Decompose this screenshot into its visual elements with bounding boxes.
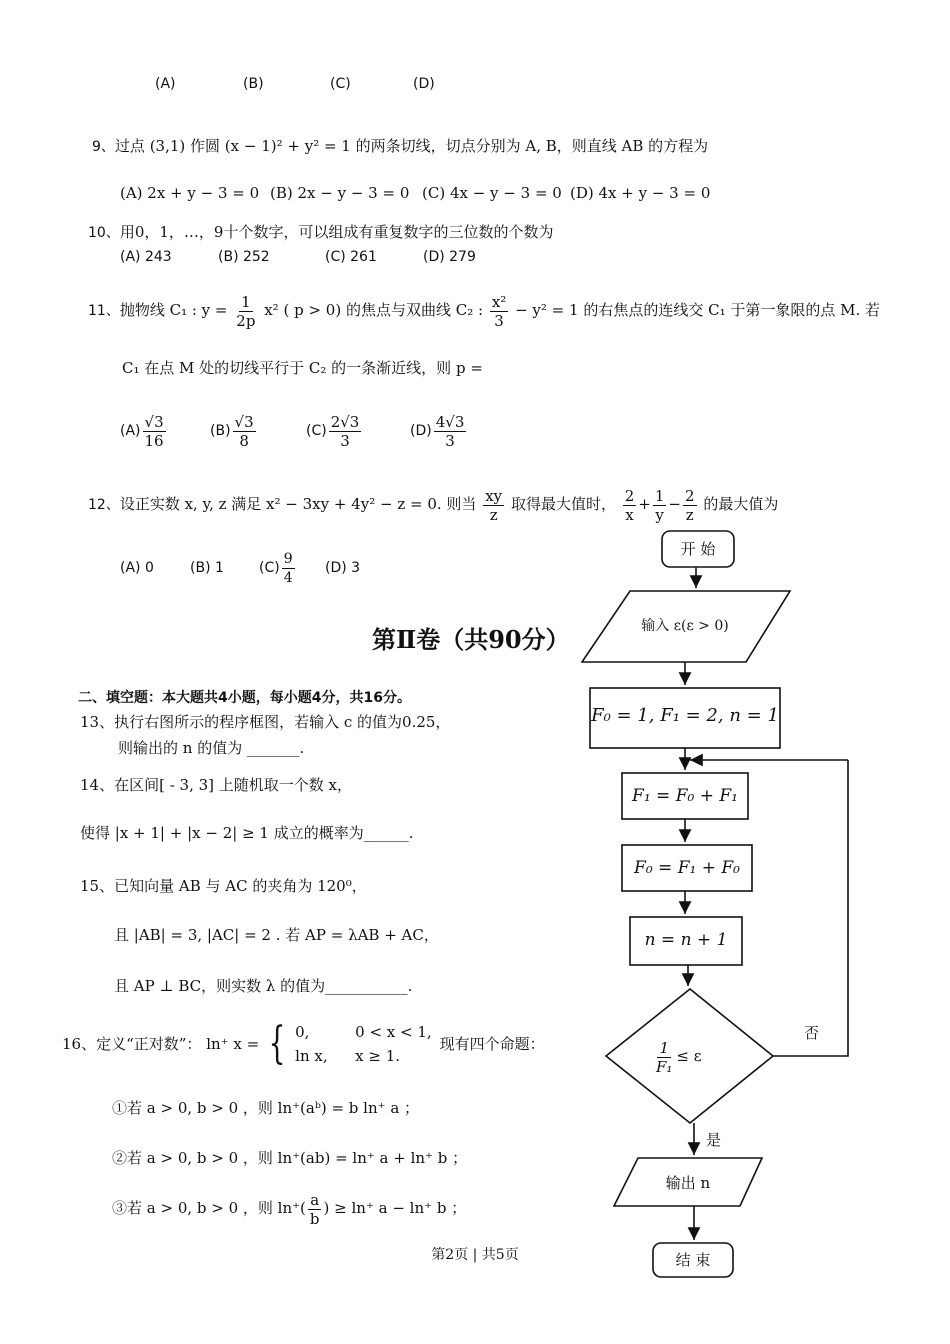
question-15-line1: 15、已知向量 AB 与 AC 的夹角为 120⁰， xyxy=(80,877,367,895)
option-b: (B) 2x − y − 3 = 0 xyxy=(270,184,410,202)
option-b: (B) 1 xyxy=(190,560,224,576)
fraction-denominator: 3 xyxy=(494,311,504,330)
question-text: 用0，1，…，9十个数字，可以组成有重复数字的三位数的个数为 xyxy=(119,223,554,241)
question-13-line1: 13、执行右图所示的程序框图，若输入 c 的值为0.25， xyxy=(80,713,451,731)
case-2-value: ln x, xyxy=(295,1047,328,1065)
question-15-line3: 且 AP ⊥ BC，则实数 λ 的值为___________. xyxy=(114,977,413,995)
question-text-c: 的最大值为 xyxy=(703,495,779,513)
question-text-b: x² ( p > 0) 的焦点与双曲线 C₂ : xyxy=(264,301,484,319)
prev-option-b: (B) xyxy=(243,76,264,92)
fraction-numerator: √3 xyxy=(234,412,254,431)
fraction-numerator: 9 xyxy=(283,550,293,567)
fraction-denominator: 8 xyxy=(239,431,249,450)
fraction-numerator: xy xyxy=(485,486,503,505)
fraction-denominator: z xyxy=(489,505,498,524)
step2-label: F₀ = F₁ + F₀ xyxy=(634,858,740,878)
question-text-a: 设正实数 x, y, z 满足 x² − 3xy + 4y² − z = 0. 则当 xyxy=(119,495,477,513)
fraction-denominator: 4 xyxy=(283,569,293,586)
fraction-denominator: b xyxy=(309,1209,320,1228)
option-a: (A) 0 xyxy=(120,560,154,576)
question-14-line2: 使得 |x + 1| + |x − 2| ≥ 1 成立的概率为______. xyxy=(80,824,414,842)
question-13-line2: 则输出的 n 的值为 _______. xyxy=(118,739,305,757)
case-1-condition: 0 < x < 1, xyxy=(355,1023,432,1041)
fraction-denominator: F₁ xyxy=(656,1057,673,1076)
question-number: 9、 xyxy=(92,139,115,155)
prev-option-d: (D) xyxy=(413,76,435,92)
fraction-numerator: a xyxy=(310,1190,320,1209)
case-2-condition: x ≥ 1. xyxy=(355,1047,401,1065)
no-branch-line xyxy=(773,760,848,1056)
option-label: (C) xyxy=(259,560,280,576)
question-number: 11、 xyxy=(88,303,120,319)
question-text: 过点 (3,1) 作圆 (x − 1)² + y² = 1 的两条切线，切点分别为 A, B，则直线 AB 的方程为 xyxy=(114,137,709,155)
fill-in-header: 二、填空题：本大题共4小题，每小题4分，共16分。 xyxy=(78,690,411,706)
prev-option-a: (A) xyxy=(155,76,176,92)
fraction-denominator: 3 xyxy=(445,431,455,450)
option-d: (D) 3 xyxy=(325,560,361,576)
fraction xyxy=(654,1039,674,1076)
step1-label: F₁ = F₀ + F₁ xyxy=(632,786,738,806)
proposition-1: ①若 a > 0, b > 0 ，则 ln⁺(aᵇ) = b ln⁺ a ； xyxy=(112,1099,420,1117)
output-label: 输出 n xyxy=(665,1174,711,1192)
question-14-line1: 14、在区间[ - 3, 3] 上随机取一个数 x， xyxy=(80,776,353,794)
fraction-numerator: 1 xyxy=(659,1038,669,1057)
start-label: 开 始 xyxy=(680,540,716,558)
end-label: 结 束 xyxy=(675,1251,711,1269)
fraction-numerator: √3 xyxy=(144,412,164,431)
question-number: 12、 xyxy=(88,497,120,513)
fraction-numerator: 4√3 xyxy=(435,412,465,431)
fraction-denominator: x xyxy=(625,505,634,524)
option-b: (B) 252 xyxy=(218,249,270,265)
plus-sign: + xyxy=(638,495,651,513)
section-title: 第Ⅱ卷（共90分） xyxy=(372,625,570,654)
no-label: 否 xyxy=(804,1024,820,1042)
question-number: 10、 xyxy=(88,225,120,241)
fraction-numerator: 2 xyxy=(684,486,695,505)
yes-label: 是 xyxy=(706,1131,722,1149)
minus-sign: − xyxy=(668,495,681,513)
option-label: (D) xyxy=(410,423,432,439)
option-a: (A) 243 xyxy=(120,249,172,265)
question-text-a: 抛物线 C₁ : y = xyxy=(119,301,228,319)
option-d: (D) 279 xyxy=(423,249,476,265)
fraction-numerator: 2 xyxy=(624,486,635,505)
option-c: (C) 4x − y − 3 = 0 xyxy=(422,184,562,202)
fraction-numerator: x² xyxy=(491,292,507,311)
option-label: (C) xyxy=(306,423,327,439)
fraction-denominator: z xyxy=(685,505,694,524)
question-16-lead: 16、定义“正对数”： ln⁺ x = xyxy=(62,1035,260,1053)
step3-label: n = n + 1 xyxy=(644,930,728,950)
proposition-3-b: ) ≥ ln⁺ a − ln⁺ b ； xyxy=(323,1199,467,1217)
question-text-c: − y² = 1 的右焦点的连线交 C₁ 于第一象限的点 M. 若 xyxy=(515,301,881,319)
fraction-denominator: 16 xyxy=(144,431,164,450)
proposition-3-a: ③若 a > 0, b > 0 ，则 ln⁺( xyxy=(112,1199,306,1217)
fraction-denominator: y xyxy=(655,505,664,524)
fraction-denominator: 3 xyxy=(340,431,350,450)
question-15-line2: 且 |AB| = 3, |AC| = 2 . 若 AP = λAB + AC， xyxy=(114,926,439,944)
condition-label xyxy=(652,1036,702,1076)
question-11-line2: C₁ 在点 M 处的切线平行于 C₂ 的一条渐近线，则 p = xyxy=(122,359,483,377)
case-1-value: 0, xyxy=(295,1023,310,1041)
page-footer: 第2页 | 共5页 xyxy=(431,1247,519,1263)
proposition-2: ②若 a > 0, b > 0 ，则 ln⁺(ab) = ln⁺ a + ln⁺ b ； xyxy=(112,1149,468,1167)
input-label: 输入 ε(ε > 0) xyxy=(641,618,729,634)
condition-relation: ≤ ε xyxy=(676,1047,702,1065)
prev-option-c: (C) xyxy=(330,76,351,92)
option-label: (B) xyxy=(210,423,231,439)
option-label: (A) xyxy=(120,423,141,439)
fraction-numerator: 1 xyxy=(654,486,665,505)
fraction-numerator: 1 xyxy=(241,292,251,311)
option-a: (A) 2x + y − 3 = 0 xyxy=(120,184,260,202)
option-d: (D) 4x + y − 3 = 0 xyxy=(570,184,711,202)
question-text-b: 取得最大值时， xyxy=(510,495,616,513)
brace-symbol: { xyxy=(268,1018,286,1069)
option-c: (C) 261 xyxy=(325,249,377,265)
init-label: F₀ = 1, F₁ = 2, n = 1 xyxy=(591,705,779,726)
fraction-numerator: 2√3 xyxy=(330,412,360,431)
fraction-denominator: 2p xyxy=(236,311,256,330)
question-16-tail: 现有四个命题： xyxy=(439,1035,545,1053)
